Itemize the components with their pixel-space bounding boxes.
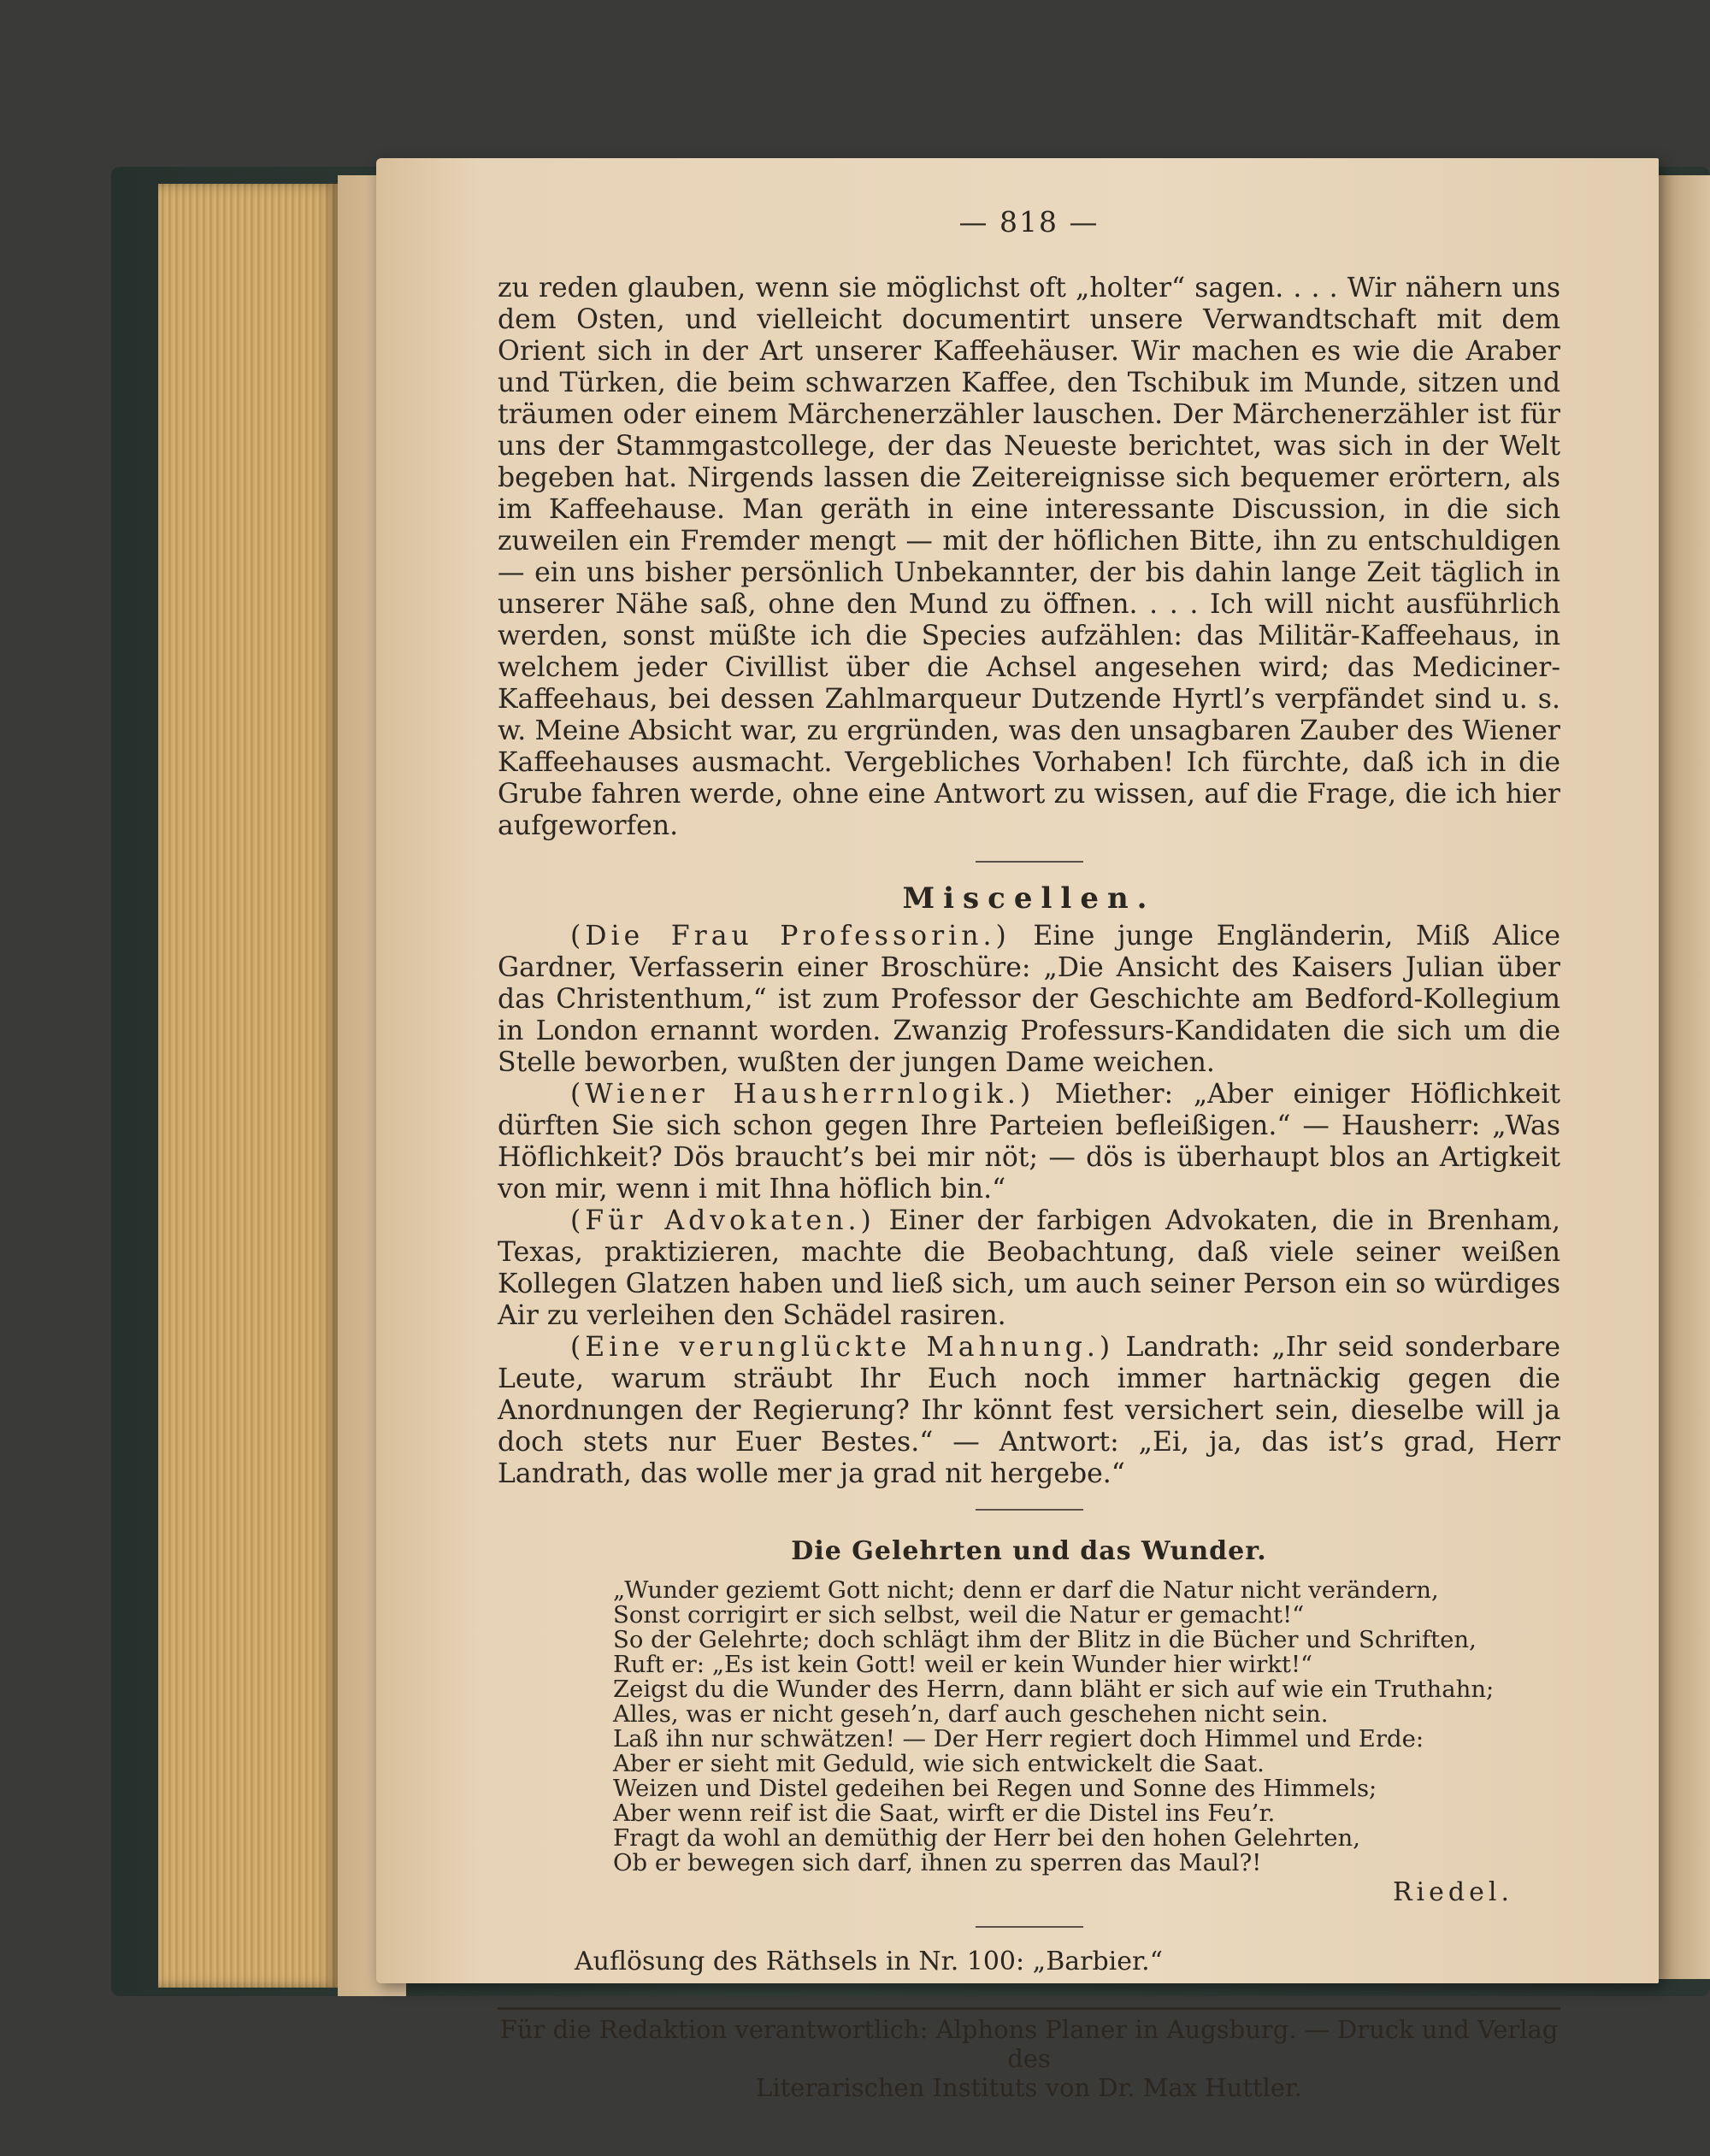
misc-item	[498, 1205, 1560, 1332]
misc-item	[498, 921, 1560, 1079]
riddle-solution: Auflösung des Räthsels in Nr. 100: „Barbier.“	[575, 1947, 1163, 1976]
misc-item-title: (Die Frau Professorin.)	[570, 921, 1011, 951]
poem-line: Laß ihn nur schwätzen! — Der Herr regiert doch Himmel und Erde:	[613, 1725, 1424, 1752]
page-text	[498, 205, 1560, 2102]
poem-title: Die Gelehrten und das Wunder.	[791, 1536, 1267, 1566]
misc-item-title: (Wiener Hausherrnlogik.)	[570, 1079, 1035, 1110]
imprint	[498, 2015, 1560, 2102]
intro-paragraph: zu reden glauben, wenn sie möglichst oft „holter“ sagen. . . . Wir nähern uns dem Osten, und vielleicht documentirt unsere Verwandtschaft mit dem Orient sich in der Art unserer Kaffeehäuser. Wir machen es wie die Araber und Türken, die beim schwarzen Kaffee, den Tschibuk im Munde, sitzen und träumen oder einem Märchenerzähler lauschen. Der Märchenerzähler ist für uns der Stammgastcollege, der das Neueste berichtet, was sich in der Welt begeben hat. Nirgends lassen die Zeitereignisse sich bequemer erörtern, als im Kaffeehause. Man geräth in eine interessante Discussion, in die sich zuweilen ein Fremder mengt — mit der höflichen Bitte, ihn zu entschuldigen — ein uns bisher persönlich Unbekannter, der bis dahin lange Zeit täglich in unserer Nähe saß, ohne den Mund zu öffnen. . . . Ich will nicht ausführlich werden, sonst müßte ich die Species aufzählen: das Militär-Kaffeehaus, in welchem jeder Civillist über die Achsel angesehen wird; das Mediciner-Kaffeehaus, bei dessen Zahlmarqueur Dutzende Hyrtl’s verpfändet sind u. s. w. Meine Absicht war, zu ergründen, was den unsagbaren Zauber des Wiener Kaffeehauses ausmacht. Vergebliches Vorhaben! Ich fürchte, daß ich in die Grube fahren werde, ohne eine Antwort zu wissen, auf die Frage, die ich hier aufgeworfen.	[498, 273, 1560, 841]
book-page-edges	[158, 184, 338, 1988]
imprint-line: Für die Redaktion verantwortlich: Alphons Planer in Augsburg. — Druck und Verlag des	[499, 2015, 1559, 2073]
divider-rule	[976, 861, 1083, 863]
divider-rule	[976, 1926, 1083, 1928]
misc-item-text: Eine junge Engländerin, Miß Alice Gardner, Verfasserin einer Broschüre: „Die Ansicht des Kaisers Julian über das Christenthum,“ ist zum Professor der Geschichte am Bedford-Kollegium in London ernannt worden. Zwanzig Professurs-Kandidaten die sich um die Stelle beworben, wußten der jungen Dame weichen.	[498, 921, 1560, 1078]
poem-line: Weizen und Distel gedeihen bei Regen und Sonne des Himmels;	[613, 1775, 1377, 1802]
poem-line: „Wunder geziemt Gott nicht; denn er darf die Natur nicht verändern,	[613, 1576, 1439, 1604]
misc-item-title: (Für Advokaten.)	[570, 1205, 876, 1236]
poem-line: Alles, was er nicht geseh’n, darf auch geschehen nicht sein.	[613, 1700, 1329, 1728]
poem-line: Aber er sieht mit Geduld, wie sich entwickelt die Saat.	[613, 1750, 1265, 1777]
misc-item-title: (Eine verunglückte Mahnung.)	[570, 1332, 1115, 1363]
poem-line: Ruft er: „Es ist kein Gott! weil er kein Wunder hier wirkt!“	[613, 1651, 1313, 1678]
poem-line: Sonst corrigirt er sich selbst, weil die Natur er gemacht!“	[613, 1601, 1305, 1629]
misc-item-text: Landrath: „Ihr seid sonderbare Leute, warum sträubt Ihr Euch noch immer hartnäckig gegen die Anordnungen der Regierung? Ihr könnt fest versichert sein, dieselbe will ja doch stets nur Euer Bestes.“ — Antwort: „Ei, ja, das ist’s grad, Herr Landrath, das wolle mer ja grad nit hergebe.“	[498, 1332, 1560, 1489]
poem-line: Zeigst du die Wunder des Herrn, dann bläht er sich auf wie ein Truthahn;	[613, 1676, 1495, 1703]
section-heading: Miscellen.	[902, 881, 1156, 916]
divider-rule	[976, 1509, 1083, 1511]
page-number: — 818 —	[958, 205, 1100, 239]
footer-rule	[498, 2007, 1560, 2010]
misc-item-text: Einer der farbigen Advokaten, die in Brenham, Texas, praktizieren, machte die Beobachtung, daß viele seiner weißen Kollegen Glatzen haben und ließ sich, um auch seiner Person ein so würdiges Air zu verleihen den Schädel rasiren.	[498, 1205, 1560, 1331]
imprint-line: Literarischen Instituts von Dr. Max Huttler.	[756, 2073, 1302, 2102]
misc-item-text: Miether: „Aber einiger Höflichkeit dürften Sie sich schon gegen Ihre Parteien befleißigen.“ — Hausherr: „Was Höflichkeit? Dös braucht’s bei mir nöt; — dös is überhaupt blos an Artigkeit von mir, wenn i mit Ihna höflich bin.“	[498, 1079, 1560, 1205]
next-page-edge	[1654, 175, 1710, 1979]
poem-line: Aber wenn reif ist die Saat, wirft er die Distel ins Feu’r.	[613, 1800, 1276, 1827]
misc-item	[498, 1079, 1560, 1205]
poem-line: Fragt da wohl an demüthig der Herr bei den hohen Gelehrten,	[613, 1824, 1360, 1852]
poem	[613, 1578, 1560, 1876]
poem-line: So der Gelehrte; doch schlägt ihm der Blitz in die Bücher und Schriften,	[613, 1626, 1477, 1653]
poem-author: Riedel.	[1392, 1877, 1513, 1907]
poem-line: Ob er bewegen sich darf, ihnen zu sperren das Maul?!	[613, 1849, 1262, 1876]
misc-item	[498, 1332, 1560, 1490]
